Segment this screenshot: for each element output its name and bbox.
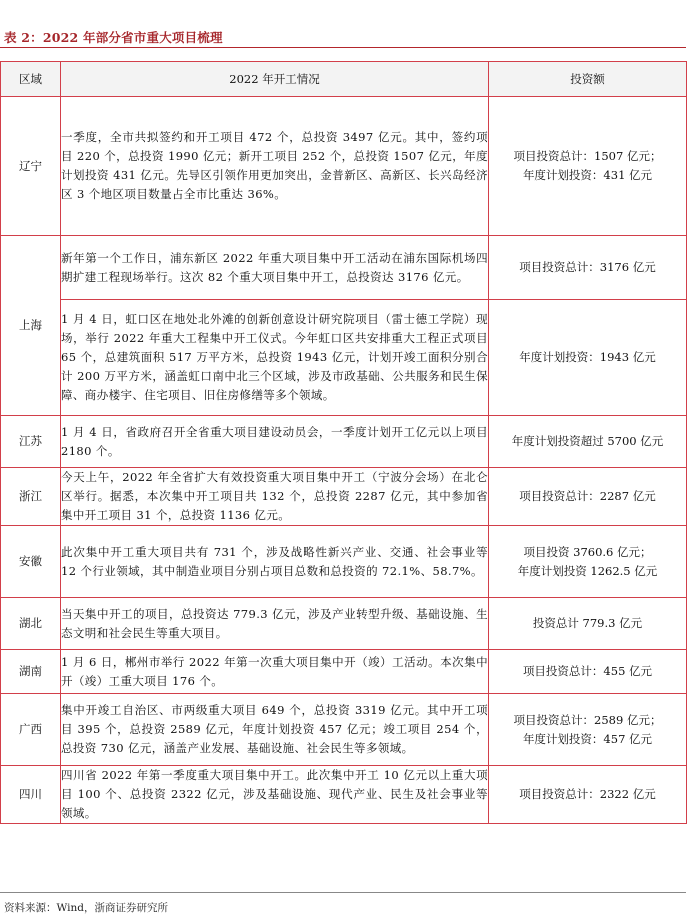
- table-header-row: [1, 62, 687, 97]
- investment-line: 项目投资 3760.6 亿元；: [523, 544, 652, 559]
- investment-line: 年度计划投资：457 亿元: [522, 731, 653, 746]
- table-row: [1, 468, 687, 526]
- investment-line: 年度计划投资超过 5700 亿元: [511, 434, 664, 448]
- investment-line: 年度计划投资 1262.5 亿元: [517, 563, 658, 578]
- header-status: 2022 年开工情况: [61, 62, 489, 97]
- header-region: 区域: [1, 62, 61, 97]
- investment-cell: [489, 766, 687, 824]
- region-cell: 浙江: [1, 468, 61, 526]
- region-cell: 广西: [1, 694, 61, 766]
- investment-line: 项目投资总计：2287 亿元: [519, 489, 656, 503]
- table-row: [1, 97, 687, 236]
- table-row: [1, 694, 687, 766]
- detail-cell: 今天上午，2022 年全省扩大有效投资重大项目集中开工（宁波分会场）在北仑区举行。据悉，本次集中开工项目共 132 个，总投资 2287 亿元，其中参加省集中开工项目 31 个，总投资 1136 亿元。: [61, 468, 489, 526]
- detail-cell: 四川省 2022 年第一季度重大项目集中开工。此次集中开工 10 亿元以上重大项目 100 个、总投资 2322 亿元，涉及基础设施、现代产业、民生及社会事业等领域。: [61, 766, 489, 824]
- region-cell: 四川: [1, 766, 61, 824]
- detail-cell: 1 月 4 日，虹口区在地处北外滩的创新创意设计研究院项目（雷士德工学院）现场，举行 2022 年重大工程集中开工仪式。今年虹口区共安排重大工程正式项目 65 个，总建筑面积 517 万平方米，总投资 1943 亿元，计划开竣工面积分别合计 200 万平方米，涵盖虹口南中北三个区域，涉及市政基础、公共服务和民生保障、商办楼宇、住宅项目、旧住房修缮等多个领域。: [61, 300, 489, 416]
- investment-cell: [489, 694, 687, 766]
- investment-cell: [489, 416, 687, 468]
- investment-cell: [489, 236, 687, 300]
- investment-cell: [489, 300, 687, 416]
- region-cell: 上海: [1, 236, 61, 416]
- investment-cell: [489, 468, 687, 526]
- investment-line: 项目投资总计：1507 亿元；: [513, 149, 662, 163]
- investment-cell: [489, 598, 687, 650]
- detail-cell: 新年第一个工作日，浦东新区 2022 年重大项目集中开工活动在浦东国际机场四期扩建工程现场举行。这次 82 个重大项目集中开工，总投资达 3176 亿元。: [61, 236, 489, 300]
- investment-line: 项目投资总计：2589 亿元；: [513, 712, 662, 727]
- detail-cell: 一季度，全市共拟签约和开工项目 472 个，总投资 3497 亿元。其中，签约项目 220 个，总投资 1990 亿元；新开工项目 252 个，总投资 1507 亿元，年度计划投资 431 亿元。先导区引领作用更加突出，金普新区、高新区、长兴岛经济区 3 个地区项目数量占全市比重达 36%。: [61, 97, 489, 236]
- table-row: [1, 416, 687, 468]
- table-row: [1, 236, 687, 300]
- investment-cell: [489, 650, 687, 694]
- table-caption: 表 2：2022 年部分省市重大项目梳理: [4, 30, 223, 45]
- investment-line: 项目投资总计：3176 亿元: [519, 260, 656, 274]
- region-cell: 湖北: [1, 598, 61, 650]
- region-cell: 湖南: [1, 650, 61, 694]
- detail-cell: 1 月 4 日，省政府召开全省重大项目建设动员会，一季度计划开工亿元以上项目 2180 个。: [61, 416, 489, 468]
- detail-cell: 1 月 6 日，郴州市举行 2022 年第一次重大项目集中开（竣）工活动。本次集中开（竣）工重大项目 176 个。: [61, 650, 489, 694]
- investment-line: 年度计划投资：431 亿元: [522, 168, 653, 182]
- table-row: [1, 300, 687, 416]
- investment-cell: [489, 97, 687, 236]
- investment-line: 年度计划投资：1943 亿元: [519, 350, 656, 364]
- footer-rule: [0, 892, 686, 893]
- region-cell: 辽宁: [1, 97, 61, 236]
- detail-cell: 此次集中开工重大项目共有 731 个，涉及战略性新兴产业、交通、社会事业等 12 个行业领域，其中制造业项目分别占项目总数和总投资的 72.1%、58.7%。: [61, 526, 489, 598]
- investment-line: 项目投资总计：455 亿元: [522, 664, 653, 678]
- table-row: [1, 526, 687, 598]
- investment-cell: [489, 526, 687, 598]
- table-row: [1, 598, 687, 650]
- table-row: [1, 766, 687, 824]
- detail-cell: 当天集中开工的项目，总投资达 779.3 亿元，涉及产业转型升级、基础设施、生态文明和社会民生等重大项目。: [61, 598, 489, 650]
- investment-line: 项目投资总计：2322 亿元: [519, 787, 656, 801]
- table-row: [1, 650, 687, 694]
- caption-rule: [0, 47, 686, 48]
- region-cell: 安徽: [1, 526, 61, 598]
- header-investment: 投资额: [489, 62, 687, 97]
- region-cell: 江苏: [1, 416, 61, 468]
- investment-line: 投资总计 779.3 亿元: [532, 616, 643, 630]
- source-note: 资料来源：Wind，浙商证券研究所: [4, 902, 168, 914]
- detail-cell: 集中开竣工自治区、市两级重大项目 649 个，总投资 3319 亿元。其中开工项目 395 个，总投资 2589 亿元，年度计划投资 457 亿元；竣工项目 254 个，总投资 730 亿元，涵盖产业发展、基础设施、社会民生等多领域。: [61, 694, 489, 766]
- projects-table: [0, 61, 687, 824]
